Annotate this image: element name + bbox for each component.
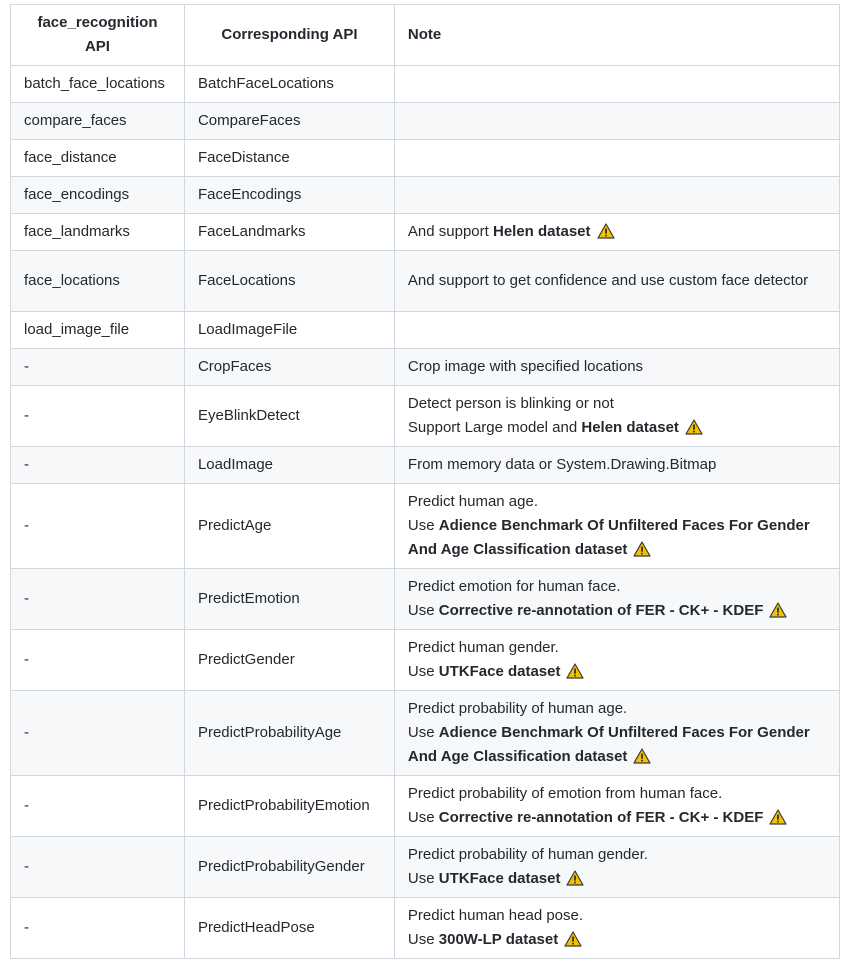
cell-corresponding-api: PredictAge bbox=[184, 484, 394, 569]
cell-corresponding-api: CropFaces bbox=[184, 349, 394, 386]
header-note: Note bbox=[394, 5, 839, 66]
cell-corresponding-api: LoadImage bbox=[184, 447, 394, 484]
note-line bbox=[408, 490, 826, 514]
warning-icon bbox=[566, 663, 584, 679]
note-text: Detect person is blinking or not bbox=[407, 395, 614, 412]
cell-note bbox=[394, 66, 839, 103]
table-row bbox=[11, 177, 840, 214]
cell-corresponding-api: FaceLocations bbox=[184, 251, 394, 312]
header-row bbox=[11, 5, 840, 66]
cell-note bbox=[394, 569, 839, 630]
cell-face-recognition-api: - bbox=[11, 484, 185, 569]
cell-face-recognition-api: face_locations bbox=[11, 251, 185, 312]
cell-face-recognition-api: face_landmarks bbox=[11, 214, 185, 251]
cell-face-recognition-api: load_image_file bbox=[11, 312, 185, 349]
note-text: Predict emotion for human face. bbox=[407, 578, 621, 595]
cell-note bbox=[394, 630, 839, 691]
note-text: Predict human head pose. bbox=[407, 907, 584, 924]
table-row bbox=[11, 691, 840, 776]
table-row bbox=[11, 569, 840, 630]
cell-corresponding-api: FaceEncodings bbox=[184, 177, 394, 214]
dataset-name: Helen dataset bbox=[581, 419, 679, 436]
warning-icon bbox=[633, 541, 651, 557]
cell-face-recognition-api: - bbox=[11, 691, 185, 776]
cell-face-recognition-api: - bbox=[11, 569, 185, 630]
cell-note bbox=[394, 312, 839, 349]
cell-face-recognition-api: face_encodings bbox=[11, 177, 185, 214]
table-row bbox=[11, 66, 840, 103]
note-text: Crop image with specified locations bbox=[407, 358, 644, 375]
cell-face-recognition-api: compare_faces bbox=[11, 103, 185, 140]
warning-icon bbox=[597, 223, 615, 239]
note-text: Use bbox=[407, 870, 439, 887]
table-header bbox=[11, 5, 840, 66]
dataset-name: Helen dataset bbox=[492, 223, 591, 240]
dataset-name: UTKFace dataset bbox=[438, 663, 561, 680]
cell-face-recognition-api: face_distance bbox=[11, 140, 185, 177]
note-line bbox=[408, 453, 826, 477]
note-text: Use bbox=[407, 724, 439, 741]
cell-note bbox=[394, 898, 839, 959]
dataset-name: 300W-LP dataset bbox=[438, 931, 559, 948]
api-mapping-table bbox=[10, 4, 840, 959]
cell-note bbox=[394, 691, 839, 776]
note-text: From memory data or System.Drawing.Bitmap bbox=[407, 456, 717, 473]
cell-face-recognition-api: - bbox=[11, 386, 185, 447]
table-row bbox=[11, 484, 840, 569]
note-text: And support to get confidence and use custom face detector bbox=[407, 272, 809, 289]
note-line bbox=[408, 514, 826, 562]
note-line bbox=[408, 660, 826, 684]
table-row bbox=[11, 251, 840, 312]
note-text: Use bbox=[407, 517, 439, 534]
note-line bbox=[408, 575, 826, 599]
warning-icon bbox=[769, 809, 787, 825]
warning-icon bbox=[633, 748, 651, 764]
warning-icon bbox=[769, 602, 787, 618]
note-text: Predict probability of human age. bbox=[407, 700, 628, 717]
cell-corresponding-api: CompareFaces bbox=[184, 103, 394, 140]
warning-icon bbox=[566, 870, 584, 886]
dataset-name: Adience Benchmark Of Unfiltered Faces For Gender And Age Classification dataset bbox=[407, 724, 810, 765]
cell-corresponding-api: PredictProbabilityGender bbox=[184, 837, 394, 898]
cell-face-recognition-api: batch_face_locations bbox=[11, 66, 185, 103]
note-line bbox=[408, 806, 826, 830]
table-row bbox=[11, 140, 840, 177]
dataset-name: Corrective re-annotation of FER - CK+ - KDEF bbox=[438, 602, 764, 619]
note-line bbox=[408, 904, 826, 928]
note-text: Predict human gender. bbox=[407, 639, 559, 656]
cell-corresponding-api: PredictProbabilityAge bbox=[184, 691, 394, 776]
note-text: Predict probability of human gender. bbox=[407, 846, 649, 863]
note-line bbox=[408, 269, 826, 293]
table-row bbox=[11, 837, 840, 898]
dataset-name: Corrective re-annotation of FER - CK+ - KDEF bbox=[438, 809, 764, 826]
cell-note bbox=[394, 214, 839, 251]
note-text: Use bbox=[407, 931, 439, 948]
note-text: Use bbox=[407, 663, 439, 680]
cell-face-recognition-api: - bbox=[11, 776, 185, 837]
table-row bbox=[11, 103, 840, 140]
note-text: Support Large model and bbox=[407, 419, 582, 436]
note-line bbox=[408, 636, 826, 660]
table-row bbox=[11, 214, 840, 251]
note-line bbox=[408, 782, 826, 806]
warning-icon bbox=[564, 931, 582, 947]
cell-face-recognition-api: - bbox=[11, 447, 185, 484]
table-body bbox=[11, 66, 840, 959]
cell-corresponding-api: BatchFaceLocations bbox=[184, 66, 394, 103]
cell-note bbox=[394, 140, 839, 177]
note-line bbox=[408, 416, 826, 440]
cell-corresponding-api: LoadImageFile bbox=[184, 312, 394, 349]
cell-note bbox=[394, 447, 839, 484]
cell-corresponding-api: PredictHeadPose bbox=[184, 898, 394, 959]
cell-note bbox=[394, 251, 839, 312]
note-text: And support bbox=[407, 223, 493, 240]
note-line bbox=[408, 928, 826, 952]
cell-note bbox=[394, 484, 839, 569]
table-row bbox=[11, 630, 840, 691]
cell-note bbox=[394, 103, 839, 140]
cell-note bbox=[394, 386, 839, 447]
note-line bbox=[408, 355, 826, 379]
cell-face-recognition-api: - bbox=[11, 630, 185, 691]
cell-note bbox=[394, 349, 839, 386]
warning-icon bbox=[685, 419, 703, 435]
cell-note bbox=[394, 837, 839, 898]
note-line bbox=[408, 392, 826, 416]
note-line bbox=[408, 843, 826, 867]
cell-corresponding-api: FaceLandmarks bbox=[184, 214, 394, 251]
dataset-name: UTKFace dataset bbox=[438, 870, 561, 887]
table-row bbox=[11, 312, 840, 349]
table-row bbox=[11, 776, 840, 837]
note-text: Predict probability of emotion from human face. bbox=[407, 785, 723, 802]
cell-face-recognition-api: - bbox=[11, 837, 185, 898]
cell-note bbox=[394, 177, 839, 214]
note-text: Use bbox=[407, 602, 439, 619]
dataset-name: Adience Benchmark Of Unfiltered Faces For Gender And Age Classification dataset bbox=[407, 517, 810, 558]
note-line bbox=[408, 599, 826, 623]
cell-note bbox=[394, 776, 839, 837]
table-row bbox=[11, 349, 840, 386]
cell-corresponding-api: PredictEmotion bbox=[184, 569, 394, 630]
cell-face-recognition-api: - bbox=[11, 349, 185, 386]
note-line bbox=[408, 721, 826, 769]
cell-corresponding-api: EyeBlinkDetect bbox=[184, 386, 394, 447]
cell-corresponding-api: PredictProbabilityEmotion bbox=[184, 776, 394, 837]
header-face-recognition-api: face_recognition API bbox=[11, 5, 185, 66]
note-line bbox=[408, 697, 826, 721]
table-row bbox=[11, 447, 840, 484]
note-text: Use bbox=[407, 809, 439, 826]
cell-face-recognition-api: - bbox=[11, 898, 185, 959]
cell-corresponding-api: PredictGender bbox=[184, 630, 394, 691]
table-row bbox=[11, 898, 840, 959]
table-row bbox=[11, 386, 840, 447]
cell-corresponding-api: FaceDistance bbox=[184, 140, 394, 177]
note-line bbox=[408, 867, 826, 891]
note-line bbox=[408, 220, 826, 244]
header-corresponding-api: Corresponding API bbox=[184, 5, 394, 66]
note-text: Predict human age. bbox=[407, 493, 538, 510]
